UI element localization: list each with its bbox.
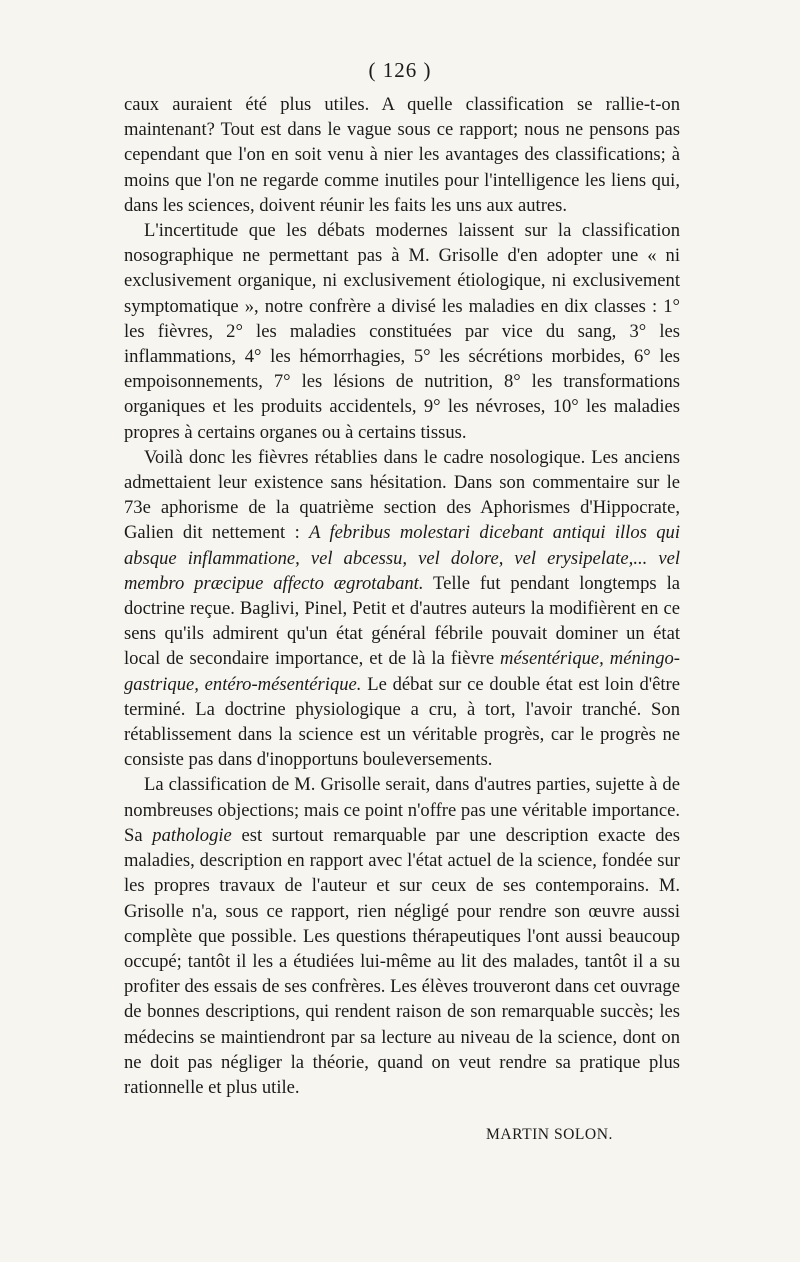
paragraph [124,445,680,773]
text-run: Le débat sur ce double état est loin d'être terminé. La doctrine physiologique a cru, à tort, l'avoir tranché. Son rétablissement dans la science est un véritable progrès, car le progrès ne consiste pas dans d'inopportuns bouleversements. [124,673,680,771]
italic-run: mésentérique, méningo-gastrique, entéro-mésentérique. [124,648,680,695]
paragraph [124,218,680,445]
text-run: L'incertitude que les débats modernes laissent sur la classification nosographique ne permettant pas à M. Grisolle d'en adopter une « ni exclusivement organique, ni exclusivement étiologique, ni exclusivement symptomatique », notre confrère a divisé les maladies en dix classes : 1° les fièvres, 2° les maladies constituées par vice du sang, 3° les inflammations, 4° les hémorrhagies, 5° les sécrétions morbides, 6° les empoisonnements, 7° les lésions de nutrition, 8° les transformations organiques et les produits accidentels, 9° les névroses, 10° les maladies propres à certains organes ou à certains tissus. [124,220,680,443]
body-text [124,92,680,1100]
paragraph [124,92,680,218]
text-run: Telle fut pendant longtemps la doctrine reçue. Baglivi, Pinel, Petit et d'autres auteurs la modifièrent en ce sens qu'ils admirent qu'un état général fébrile pouvait dominer un état local de secondaire importance, et de là la fièvre [124,572,680,670]
signature: MARTIN SOLON. [486,1126,613,1143]
page-number: ( 126 ) [368,58,432,82]
paragraph [124,772,680,1100]
italic-run: pathologie [152,824,232,846]
text-run: caux auraient été plus utiles. A quelle classification se rallie-t-on maintenant? Tout est dans le vague sous ce rapport; nous ne pensons pas cependant que l'on en soit venu à nier les avantages des classifications; à moins que l'on ne regarde comme inutiles pour l'intelligence les liens qui, dans les sciences, doivent réunir les faits les uns aux autres. [124,94,680,216]
text-run: est surtout remarquable par une description exacte des maladies, description en rapport avec l'état actuel de la science, fondée sur les propres travaux de l'auteur et sur ceux de ses contemporains. M. Grisolle n'a, sous ce rapport, rien négligé pour rendre son œuvre aussi complète que possible. Les questions thérapeutiques l'ont aussi beaucoup occupé; tantôt il les a étudiées lui-même au lit des malades, tantôt il a su profiter des essais de ses confrères. Les élèves trouveront dans cet ouvrage de bonnes descriptions, qui rendent raison de son remarquable succès; les médecins se maintiendront par sa lecture au niveau de la science, dont on ne doit pas négliger la théorie, quand on veut rendre sa pratique plus rationnelle et plus utile. [124,824,680,1098]
text-run: Voilà donc les fièvres rétablies dans le cadre nosologique. Les anciens admettaient leur existence sans hésitation. Dans son commentaire sur le 73e aphorisme de la quatrième section des Aphorismes d'Hippocrate, Galien dit nettement : [124,446,680,544]
italic-run: A febribus molestari dicebant antiqui illos qui absque inflammatione, vel abcessu, vel dolore, vel erysipelate,... vel membro præcipue affecto ægrotabant. [124,522,681,594]
text-run: La classification de M. Grisolle serait, dans d'autres parties, sujette à de nombreuses objections; mais ce point n'offre pas une véritable importance. Sa [124,774,680,846]
